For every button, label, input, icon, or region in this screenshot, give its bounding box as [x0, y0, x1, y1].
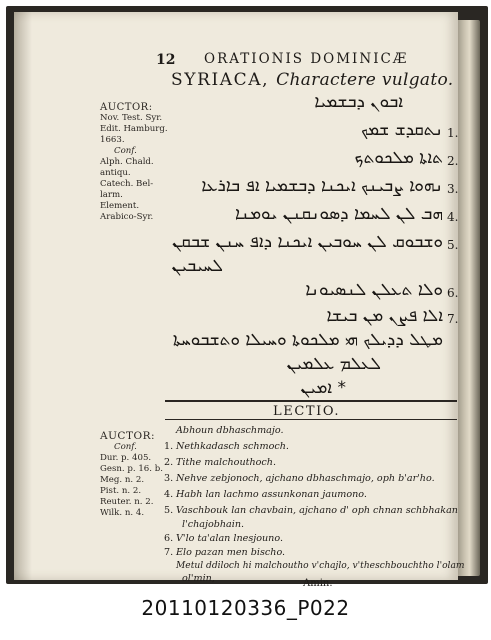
transliteration-text: l'chajobhain. [182, 519, 245, 530]
syriac-line: ܢܗܘܐ ܨܒܝܢܟ ܐܝܟܢܐ ܕܒܫܡܝܐ ܐܦ ܒܐܪܥܐ [201, 176, 443, 196]
transliteration-line [164, 533, 283, 544]
transliteration-line [182, 573, 215, 584]
auctor-line: Edit. Hamburg. [100, 124, 168, 134]
auctor-heading: AUCTOR: [100, 102, 153, 113]
auctor-line: Gesn. p. 16. b. [100, 464, 163, 474]
transliteration-line [164, 441, 289, 452]
auctor-line: Meg. n. 2. [100, 475, 145, 485]
auctor-note-bottom [100, 431, 163, 519]
auctor-conf-line: Alph. Chald. [100, 157, 154, 167]
auctor-conf-line: antiqu. [100, 168, 131, 178]
auctor-line: Wilk. n. 4. [100, 508, 145, 518]
page-title [171, 70, 453, 90]
syriac-line: ܗܒ ܠܢ ܠܚܡܐ ܕܣܘܢܩܢܢ ܝܘܡܢܐ [234, 204, 443, 224]
rule-bottom [165, 419, 457, 420]
transliteration-text: Vaschbouk lan chavbain, ajchano d' oph chnan schbhakan [176, 505, 458, 516]
line-number: 6. [447, 286, 459, 300]
line-number: 7. [447, 312, 459, 326]
transliteration-line [164, 457, 276, 468]
syriac-line: ܐܠܐ ܦܨܢ ܡܢ ܒܝܫܐ [326, 306, 443, 326]
transliteration-line [164, 547, 285, 558]
image-caption: 20110120336_P022 [141, 596, 350, 620]
transliteration-text: V'lo ta'alan lnesjouno. [176, 533, 284, 544]
page-number: 12 [156, 52, 176, 68]
amen-text: Amin. [303, 578, 333, 589]
auctor-conf: Conf. [114, 146, 137, 156]
transliteration-text: Metul ddiloch hi malchoutho v'chajlo, v'theschbouchtho l'olam [176, 561, 465, 571]
line-number: 3. [164, 473, 174, 484]
auctor-conf: Conf. [114, 442, 137, 452]
syriac-line: ܠܥܠܡ ܥܠܡܝܢ [286, 354, 381, 374]
syriac-line: ܢܬܩܕܫ ܫܡܟ [361, 120, 443, 140]
lectio-heading: LECTIO. [273, 404, 341, 419]
line-number: 7. [164, 547, 174, 558]
transliteration-text: ol'min, [182, 573, 215, 584]
syriac-line: ܠܚܝܒܝܢ [171, 256, 223, 276]
transliteration-line [164, 473, 435, 484]
auctor-conf-line: Element. [100, 201, 140, 211]
auctor-heading: AUCTOR: [100, 430, 156, 442]
syriac-line: ܐܡܝܢ * [300, 378, 346, 398]
transliteration-text: Habh lan lachmo assunkonan jaumono. [176, 489, 367, 500]
auctor-line: Dur. p. 405. [100, 453, 152, 463]
transliteration-text: Elo pazan men bischo. [176, 547, 286, 558]
line-number: 5. [164, 505, 174, 516]
line-number: 2. [447, 154, 459, 168]
auctor-line: 1663. [100, 135, 125, 145]
syriac-line: ܐܒܘܢ ܕܒܫܡܝܐ [314, 92, 403, 112]
transliteration-text: Nethkadasch schmoch. [176, 441, 289, 452]
transliteration-text: Tithe malchouthoch. [176, 457, 277, 468]
line-number: 1. [164, 441, 174, 452]
syriac-line: ܘܠܐ ܬܥܠܢ ܠܢܣܝܘܢܐ [305, 280, 443, 300]
auctor-conf-line: larm. [100, 190, 123, 200]
transliteration-text: Nehve zebjonoch, ajchano dbhaschmajo, oph b'ar'ho. [176, 473, 435, 484]
auctor-line: Pist. n. 2. [100, 486, 142, 496]
page-gutter-shadow [14, 12, 32, 580]
transliteration-line [176, 425, 284, 436]
transliteration-text: Abhoun dbhaschmajo. [176, 425, 284, 436]
auctor-line: Reuter. n. 2. [100, 497, 154, 507]
transliteration-line [176, 561, 465, 571]
transliteration-line [164, 505, 458, 516]
running-head: ORATIONIS DOMINICÆ [204, 51, 409, 67]
line-number: 5. [447, 238, 459, 252]
auctor-line: Nov. Test. Syr. [100, 113, 163, 123]
auctor-note-top [100, 102, 168, 223]
transliteration-line [164, 489, 367, 500]
syriac-line: ܡܛܠ ܕܕܝܠܟ ܗܝ ܡܠܟܘܬܐ ܘܚܝܠܐ ܘܬܫܒܘܚܬܐ [172, 330, 443, 350]
line-number: 1. [447, 126, 459, 140]
line-number: 4. [164, 489, 174, 500]
auctor-conf-line: Catech. Bel- [100, 179, 154, 189]
syriac-line: ܘܫܒܘܩ ܠܢ ܚܘܒܝܢ ܐܝܟܢܐ ܕܐܦ ܚܢܢ ܫܒܩܢ [172, 232, 443, 252]
line-number: 6. [164, 533, 174, 544]
line-number: 4. [447, 210, 459, 224]
transliteration-line [182, 519, 244, 530]
auctor-conf-line: Arabico-Syr. [100, 212, 154, 222]
title-main: SYRIACA, [171, 70, 270, 90]
line-number: 2. [164, 457, 174, 468]
line-number: 3. [447, 182, 459, 196]
syriac-line: ܬܐܬܐ ܡܠܟܘܬܟ [354, 148, 443, 168]
rule-top [165, 400, 457, 402]
title-italic: Charactere vulgato. [276, 70, 454, 90]
